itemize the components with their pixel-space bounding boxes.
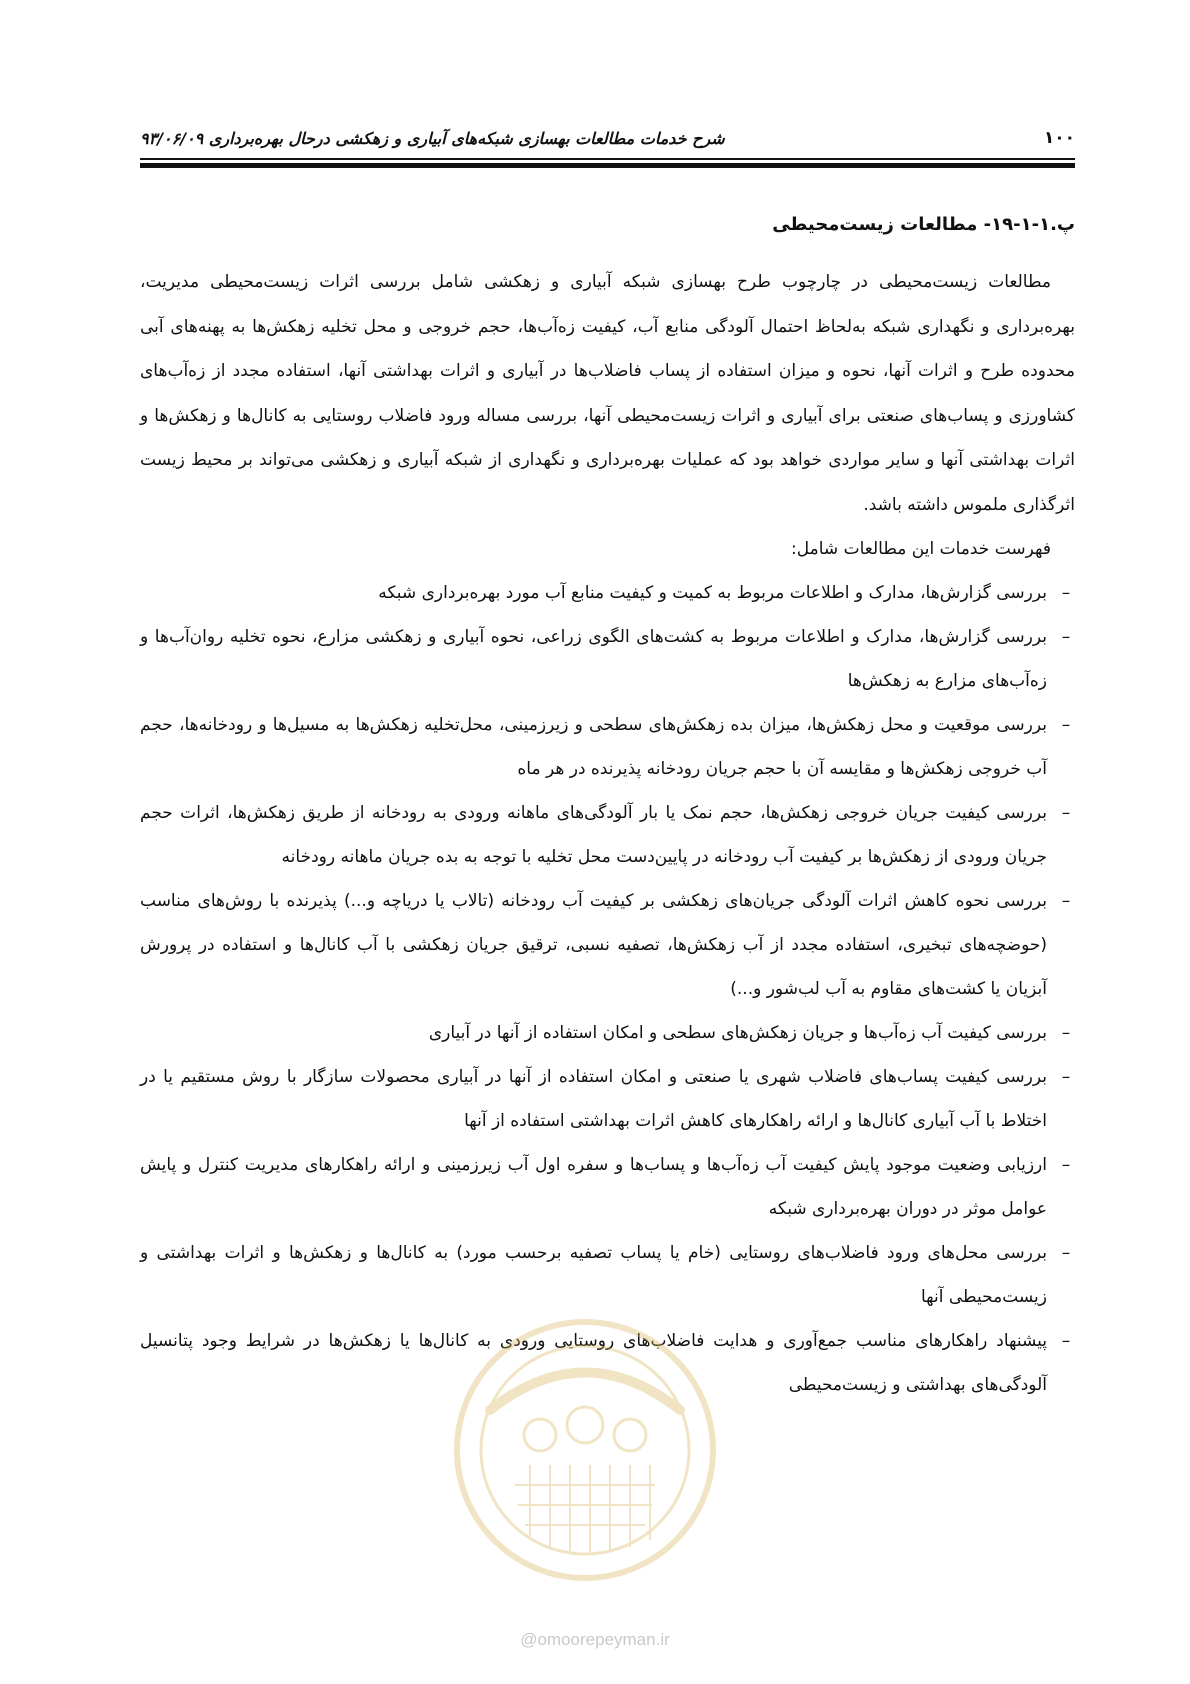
- document-body: [140, 210, 1075, 1407]
- section-heading: پ.۱-۱-۱۹- مطالعات زیست‌محیطی: [772, 214, 1075, 235]
- list-item: [140, 1231, 1075, 1319]
- footer-watermark-url: @omoorepeyman.ir: [520, 1630, 670, 1649]
- list-item: [140, 879, 1075, 1011]
- service-list: [140, 571, 1075, 1407]
- list-item-text: بررسی کیفیت آب زه‌آب‌ها و جریان زهکش‌های سطحی و امکان استفاده از آنها در آبیاری: [428, 1023, 1047, 1043]
- dash-bullet-icon: –: [1061, 715, 1071, 735]
- list-item: [140, 1143, 1075, 1231]
- dash-bullet-icon: –: [1061, 1243, 1071, 1263]
- dash-bullet-icon: –: [1061, 1067, 1071, 1087]
- list-item-text: بررسی گزارش‌ها، مدارک و اطلاعات مربوط به کشت‌های الگوی زراعی، نحوه آبیاری و زهکشی مزارع، نحوه تخلیه روان‌آب‌ها و زه‌آب‌های مزارع به زهکش‌ها: [140, 627, 1047, 691]
- list-item: [140, 791, 1075, 879]
- list-item-text: ارزیابی وضعیت موجود پایش کیفیت آب زه‌آب‌ها و پساب‌ها و سفره اول آب زیرزمینی و ارائه راهکارهای مدیریت کنترل و پایش عوامل موثر در دوران بهره‌برداری شبکه: [140, 1155, 1047, 1219]
- dash-bullet-icon: –: [1061, 1331, 1071, 1351]
- list-item: [140, 1055, 1075, 1143]
- list-item-text: بررسی کیفیت جریان خروجی زهکش‌ها، حجم نمک یا بار آلودگی‌های ماهانه ورودی به رودخانه از طریق زهکش‌ها، اثرات حجم جریان ورودی از زهکش‌ها بر کیفیت آب رودخانه در پایین‌دست محل تخلیه با توجه به بده جریان ماهانه رودخانه: [140, 803, 1047, 867]
- list-intro: فهرست خدمات این مطالعات شامل:: [791, 539, 1051, 559]
- list-item: [140, 615, 1075, 703]
- dash-bullet-icon: –: [1061, 627, 1071, 647]
- list-item: [140, 703, 1075, 791]
- watermark-grid: [515, 1465, 655, 1553]
- page-number: ۱۰۰: [1043, 128, 1075, 148]
- dash-bullet-icon: –: [1061, 891, 1071, 911]
- running-header-title: شرح خدمات مطالعات بهسازی شبکه‌های آبیاری و زهکشی درحال بهره‌برداری ۹۳/۰۶/۰۹: [140, 129, 725, 148]
- watermark-emblems: [524, 1407, 646, 1451]
- dash-bullet-icon: –: [1061, 803, 1071, 823]
- list-item-text: بررسی نحوه کاهش اثرات آلودگی جریان‌های زهکشی بر کیفیت آب رودخانه (تالاب یا دریاچه و...) پذیرنده با روش‌های مناسب (حوضچه‌های تبخیری، استفاده مجدد از آب زهکش‌ها، تصفیه نسبی، ترقیق جریان زهکشی با آب کانال‌ها و استفاده در پرورش آبزیان یا کشت‌های مقاوم به آب لب‌شور و...): [140, 891, 1047, 999]
- list-item-text: پیشنهاد راهکارهای مناسب جمع‌آوری و هدایت فاضلاب‌های روستایی ورودی به کانال‌ها یا زهکش‌ها در شرایط وجود پتانسیل آلودگی‌های بهداشتی و زیست‌محیطی: [140, 1331, 1047, 1395]
- list-item: [140, 1319, 1075, 1407]
- page-header: [140, 128, 1075, 150]
- header-divider-thick: [140, 163, 1075, 168]
- list-item: [140, 1011, 1075, 1055]
- header-divider-thin: [140, 158, 1075, 160]
- list-item-text: بررسی گزارش‌ها، مدارک و اطلاعات مربوط به کمیت و کیفیت منابع آب مورد بهره‌برداری شبکه: [378, 583, 1047, 603]
- dash-bullet-icon: –: [1061, 1155, 1071, 1175]
- list-item-text: بررسی محل‌های ورود فاضلاب‌های روستایی (خام یا پساب تصفیه برحسب مورد) به کانال‌ها و زهکش‌ها و اثرات بهداشتی و زیست‌محیطی آنها: [140, 1243, 1047, 1307]
- dash-bullet-icon: –: [1061, 1023, 1071, 1043]
- dash-bullet-icon: –: [1061, 583, 1071, 603]
- list-item-text: بررسی موقعیت و محل زهکش‌ها، میزان بده زهکش‌های سطحی و زیرزمینی، محل‌تخلیه زهکش‌ها به مسیل‌ها و رودخانه‌ها، حجم آب خروجی زهکش‌ها و مقایسه آن با حجم جریان رودخانه پذیرنده در هر ماه: [140, 715, 1047, 779]
- intro-paragraph: مطالعات زیست‌محیطی در چارچوب طرح بهسازی شبکه آبیاری و زهکشی شامل بررسی اثرات زیست‌محیطی مدیریت، بهره‌برداری و نگهداری شبکه به‌لحاظ احتمال آلودگی منابع آب، کیفیت زه‌آب‌ها، حجم خروجی و محل تخلیه زهکش‌ها به پهنه‌های آبی محدوده طرح و اثرات آنها، نحوه و میزان استفاده از پساب فاضلاب‌ها در آبیاری و اثرات بهداشتی آنها، استفاده مجدد از زه‌آب‌های کشاورزی و پساب‌های صنعتی برای آبیاری و اثرات زیست‌محیطی آنها، بررسی مساله ورود فاضلاب روستایی به کانال‌ها و زهکش‌ها و اثرات بهداشتی آنها و سایر مواردی خواهد بود که عملیات بهره‌برداری و نگهداری از شبکه آبیاری و زهکشی می‌تواند بر محیط زیست اثرگذاری ملموس داشته باشد.: [140, 272, 1075, 515]
- list-item-text: بررسی کیفیت پساب‌های فاضلاب شهری یا صنعتی و امکان استفاده از آنها در آبیاری محصولات سازگار با روش مستقیم یا در اختلاط با آب آبیاری کانال‌ها و ارائه راهکارهای کاهش اثرات بهداشتی استفاده از آنها: [140, 1067, 1047, 1131]
- list-item: [140, 571, 1075, 615]
